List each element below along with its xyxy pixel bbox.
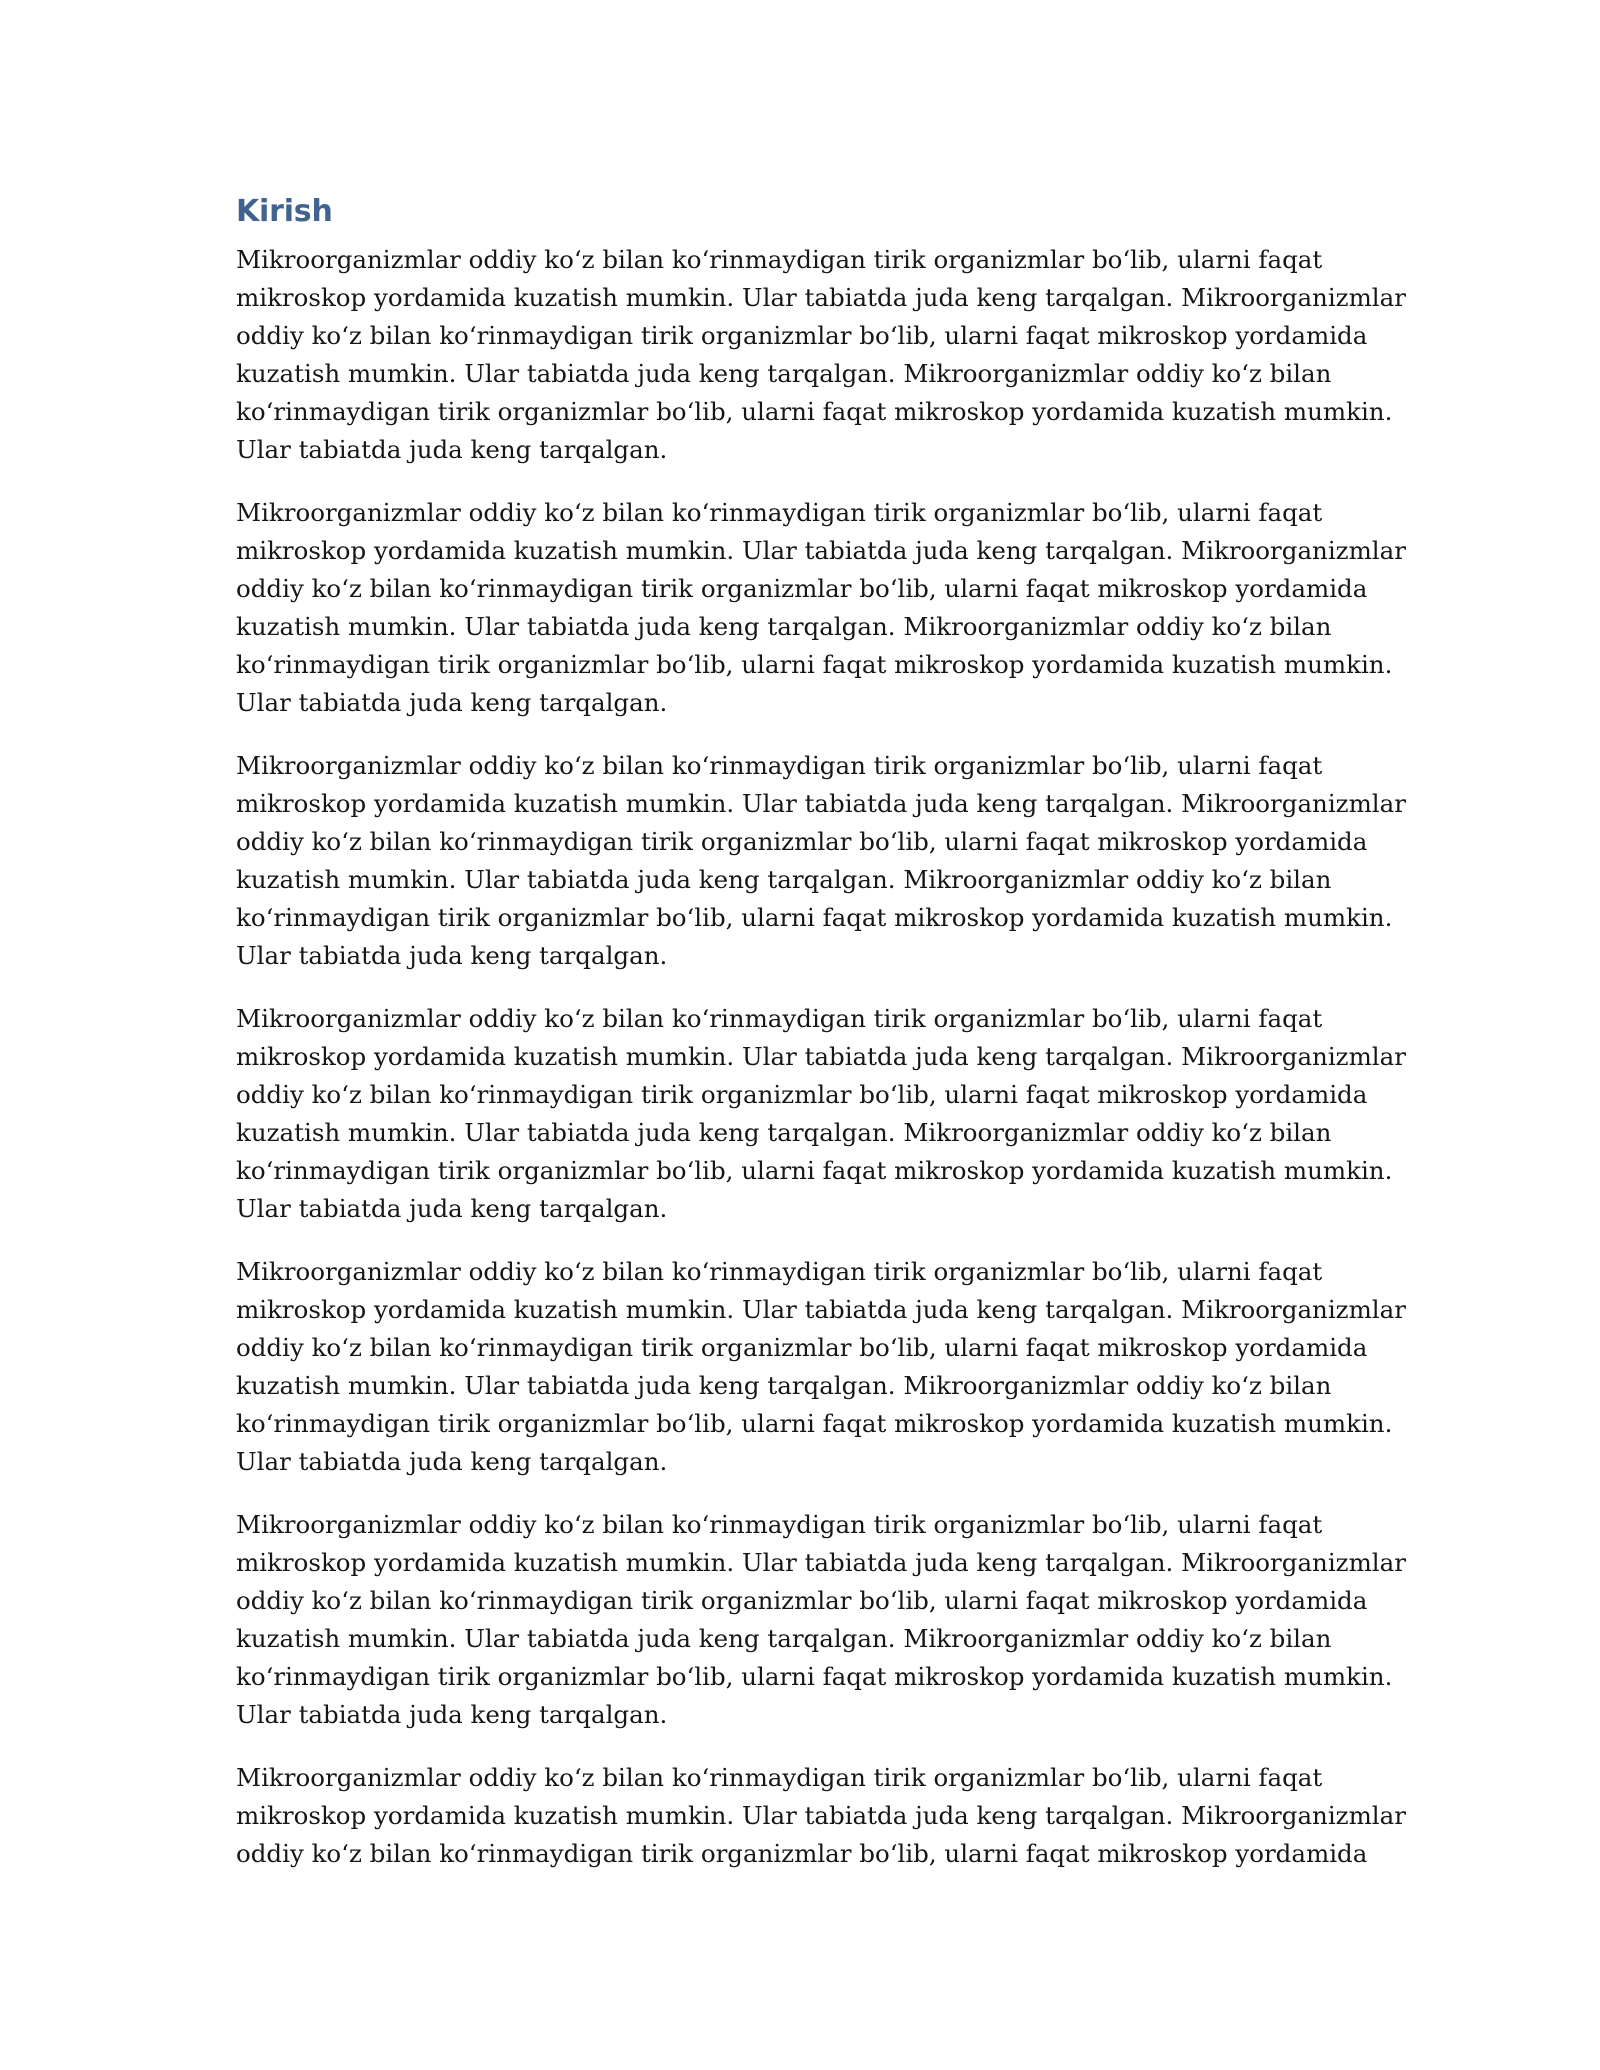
paragraph-line: Mikroorganizmlar oddiy koʻz bilan koʻrinmaydigan tirik organizmlar boʻlib, ularni faqat xyxy=(236,245,1323,274)
paragraph-line: koʻrinmaydigan tirik organizmlar boʻlib, ularni faqat mikroskop yordamida kuzatish mumkin. xyxy=(236,1662,1393,1691)
paragraph-line: Mikroorganizmlar oddiy koʻz bilan koʻrinmaydigan tirik organizmlar boʻlib, ularni faqat xyxy=(236,1510,1323,1539)
paragraph-line: kuzatish mumkin. Ular tabiatda juda keng tarqalgan. Mikroorganizmlar oddiy koʻz bilan xyxy=(236,1118,1332,1147)
paragraph-4 xyxy=(236,1000,1406,1228)
paragraph-line: mikroskop yordamida kuzatish mumkin. Ular tabiatda juda keng tarqalgan. Mikroorganizmlar xyxy=(236,1801,1406,1830)
paragraph-line: oddiy koʻz bilan koʻrinmaydigan tirik organizmlar boʻlib, ularni faqat mikroskop yordamida xyxy=(236,1586,1368,1615)
paragraph-line: oddiy koʻz bilan koʻrinmaydigan tirik organizmlar boʻlib, ularni faqat mikroskop yordamida xyxy=(236,321,1368,350)
paragraph-3 xyxy=(236,747,1406,975)
paragraph-line: koʻrinmaydigan tirik organizmlar boʻlib, ularni faqat mikroskop yordamida kuzatish mumkin. xyxy=(236,397,1393,426)
paragraph-line: mikroskop yordamida kuzatish mumkin. Ular tabiatda juda keng tarqalgan. Mikroorganizmlar xyxy=(236,283,1406,312)
paragraph-line: kuzatish mumkin. Ular tabiatda juda keng tarqalgan. Mikroorganizmlar oddiy koʻz bilan xyxy=(236,359,1332,388)
paragraph-5 xyxy=(236,1253,1406,1481)
paragraph-line: Ular tabiatda juda keng tarqalgan. xyxy=(236,1700,668,1729)
paragraph-line: mikroskop yordamida kuzatish mumkin. Ular tabiatda juda keng tarqalgan. Mikroorganizmlar xyxy=(236,789,1406,818)
paragraph-line: Mikroorganizmlar oddiy koʻz bilan koʻrinmaydigan tirik organizmlar boʻlib, ularni faqat xyxy=(236,1257,1323,1286)
paragraph-line: Ular tabiatda juda keng tarqalgan. xyxy=(236,1447,668,1476)
paragraph-7 xyxy=(236,1759,1406,1873)
paragraph-2 xyxy=(236,494,1406,722)
paragraph-line: kuzatish mumkin. Ular tabiatda juda keng tarqalgan. Mikroorganizmlar oddiy koʻz bilan xyxy=(236,1371,1332,1400)
paragraph-line: mikroskop yordamida kuzatish mumkin. Ular tabiatda juda keng tarqalgan. Mikroorganizmlar xyxy=(236,1295,1406,1324)
paragraph-line: Ular tabiatda juda keng tarqalgan. xyxy=(236,688,668,717)
paragraph-line: Mikroorganizmlar oddiy koʻz bilan koʻrinmaydigan tirik organizmlar boʻlib, ularni faqat xyxy=(236,498,1323,527)
paragraph-line: Ular tabiatda juda keng tarqalgan. xyxy=(236,1194,668,1223)
paragraph-line: koʻrinmaydigan tirik organizmlar boʻlib, ularni faqat mikroskop yordamida kuzatish mumkin. xyxy=(236,903,1393,932)
paragraph-line: oddiy koʻz bilan koʻrinmaydigan tirik organizmlar boʻlib, ularni faqat mikroskop yordamida xyxy=(236,1839,1368,1868)
paragraph-line: Ular tabiatda juda keng tarqalgan. xyxy=(236,941,668,970)
paragraph-line: koʻrinmaydigan tirik organizmlar boʻlib, ularni faqat mikroskop yordamida kuzatish mumkin. xyxy=(236,650,1393,679)
paragraph-6 xyxy=(236,1506,1406,1734)
paragraph-line: Mikroorganizmlar oddiy koʻz bilan koʻrinmaydigan tirik organizmlar boʻlib, ularni faqat xyxy=(236,751,1323,780)
paragraph-line: Ular tabiatda juda keng tarqalgan. xyxy=(236,435,668,464)
paragraph-1 xyxy=(236,241,1406,469)
paragraph-line: oddiy koʻz bilan koʻrinmaydigan tirik organizmlar boʻlib, ularni faqat mikroskop yordamida xyxy=(236,1333,1368,1362)
paragraph-line: Mikroorganizmlar oddiy koʻz bilan koʻrinmaydigan tirik organizmlar boʻlib, ularni faqat xyxy=(236,1763,1323,1792)
paragraph-line: mikroskop yordamida kuzatish mumkin. Ular tabiatda juda keng tarqalgan. Mikroorganizmlar xyxy=(236,1548,1406,1577)
paragraph-line: oddiy koʻz bilan koʻrinmaydigan tirik organizmlar boʻlib, ularni faqat mikroskop yordamida xyxy=(236,1080,1368,1109)
paragraph-line: Mikroorganizmlar oddiy koʻz bilan koʻrinmaydigan tirik organizmlar boʻlib, ularni faqat xyxy=(236,1004,1323,1033)
paragraph-line: mikroskop yordamida kuzatish mumkin. Ular tabiatda juda keng tarqalgan. Mikroorganizmlar xyxy=(236,1042,1406,1071)
paragraph-line: kuzatish mumkin. Ular tabiatda juda keng tarqalgan. Mikroorganizmlar oddiy koʻz bilan xyxy=(236,1624,1332,1653)
paragraph-line: kuzatish mumkin. Ular tabiatda juda keng tarqalgan. Mikroorganizmlar oddiy koʻz bilan xyxy=(236,612,1332,641)
paragraph-line: oddiy koʻz bilan koʻrinmaydigan tirik organizmlar boʻlib, ularni faqat mikroskop yordamida xyxy=(236,827,1368,856)
paragraph-line: kuzatish mumkin. Ular tabiatda juda keng tarqalgan. Mikroorganizmlar oddiy koʻz bilan xyxy=(236,865,1332,894)
paragraph-line: oddiy koʻz bilan koʻrinmaydigan tirik organizmlar boʻlib, ularni faqat mikroskop yordamida xyxy=(236,574,1368,603)
section-heading: Kirish xyxy=(236,194,333,229)
paragraph-line: koʻrinmaydigan tirik organizmlar boʻlib, ularni faqat mikroskop yordamida kuzatish mumkin. xyxy=(236,1156,1393,1185)
paragraph-line: mikroskop yordamida kuzatish mumkin. Ular tabiatda juda keng tarqalgan. Mikroorganizmlar xyxy=(236,536,1406,565)
paragraph-line: koʻrinmaydigan tirik organizmlar boʻlib, ularni faqat mikroskop yordamida kuzatish mumkin. xyxy=(236,1409,1393,1438)
